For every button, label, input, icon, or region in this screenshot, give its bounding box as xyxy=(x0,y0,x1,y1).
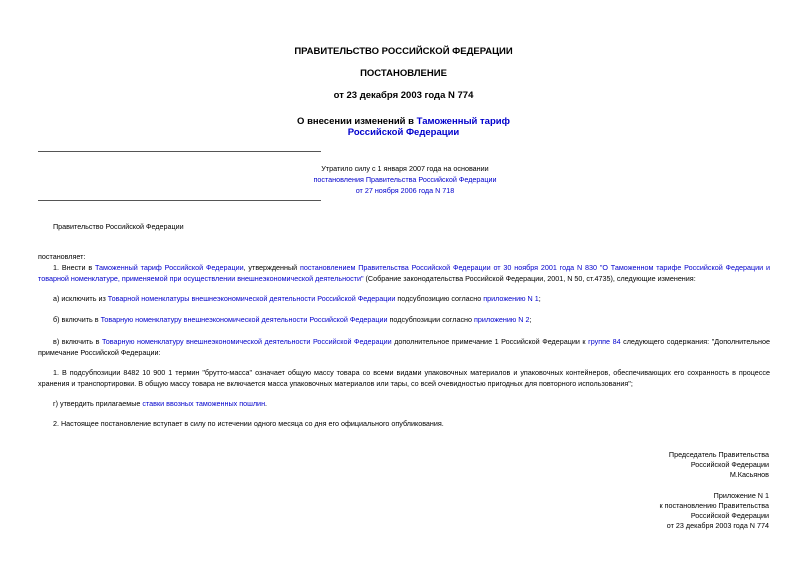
repeal-note-link-2[interactable]: от 27 ноября 2006 года N 718 xyxy=(355,186,455,195)
divider-bottom xyxy=(38,200,321,201)
title-prefix: О внесении изменений в xyxy=(297,116,417,127)
p1-text-a: 1. Внести в xyxy=(53,263,95,272)
pb-text-c: ; xyxy=(529,315,532,324)
paragraph-v xyxy=(38,336,770,358)
doc-title xyxy=(0,116,807,138)
header-doc-type: ПОСТАНОВЛЕНИЕ xyxy=(360,68,447,79)
pg-text-a: г) утвердить прилагаемые xyxy=(53,399,143,408)
pv-text-b: дополнительное примечание 1 Российской Федерации к xyxy=(391,337,589,346)
pg-link-rates[interactable]: ставки ввозных таможенных пошлин xyxy=(142,399,266,408)
pb-text-b: подсубпозиции согласно xyxy=(387,315,475,324)
pb-link-nomenclature[interactable]: Товарную номенклатуру внешнеэкономической деятельности Российской Федерации xyxy=(100,315,388,324)
pv-link-nomenclature[interactable]: Товарную номенклатуру внешнеэкономической деятельности Российской Федерации xyxy=(101,337,392,346)
pb-link-appendix-2[interactable]: приложению N 2 xyxy=(474,315,530,324)
paragraph-2: 2. Настоящее постановление вступает в силу по истечении одного месяца со дня его официального опубликования. xyxy=(53,419,444,428)
p1-text-b: , утвержденный xyxy=(243,263,301,272)
paragraph-g xyxy=(38,398,770,409)
appendix-line-2: к постановлению Правительства xyxy=(659,501,769,510)
appendix-block xyxy=(560,491,769,531)
pa-link-nomenclature[interactable]: Товарной номенклатуры внешнеэкономической деятельности Российской Федерации xyxy=(107,294,396,303)
pv-link-group-84[interactable]: группе 84 xyxy=(588,337,621,346)
p1-link-decree[interactable]: постановлением Правительства Российской Федерации от 30 ноября 2001 года N 830 "О Таможенном тарифе Российской Федерации и товарной номенклатуре, применяемой при осуществлении внешнеэкономической деятельности" xyxy=(38,263,771,283)
decrees: постановляет: xyxy=(38,252,86,261)
pa-link-appendix-1[interactable]: приложению N 1 xyxy=(483,294,539,303)
repeal-note-text: Утратило силу с 1 января 2007 года на основании xyxy=(321,164,489,173)
signature-line-2: Российской Федерации xyxy=(690,460,769,469)
appendix-line-4: от 23 декабря 2003 года N 774 xyxy=(666,521,769,530)
paragraph-b xyxy=(38,314,770,325)
pv-text-a: в) включить в xyxy=(53,337,102,346)
signature-block xyxy=(560,450,769,480)
appendix-line-3: Российской Федерации xyxy=(690,511,769,520)
pv-text-c: следующего содержания: "Дополнительное примечание Российской Федерации: xyxy=(38,337,770,357)
header-date: от 23 декабря 2003 года N 774 xyxy=(333,90,474,101)
title-link-rf[interactable]: Российской Федерации xyxy=(347,127,460,138)
signature-name: М.Касьянов xyxy=(729,470,769,479)
divider-top xyxy=(38,151,321,152)
pa-text-b: подсубпозицию согласно xyxy=(395,294,484,303)
pg-text-c: . xyxy=(265,399,268,408)
pb-text-a: б) включить в xyxy=(53,315,101,324)
header-government: ПРАВИТЕЛЬСТВО РОССИЙСКОЙ ФЕДЕРАЦИИ xyxy=(294,46,513,57)
paragraph-inner: 1. В подсубпозиции 8482 10 900 1 термин "брутто-масса" означает общую массу товара со всеми видами упаковочных материалов и упаковочных контейнеров, обеспечивающих его сохранность в процессе хранения и транспортировки. В общую массу товара не включается масса упаковочных материалов или тары, со всей очевидностью пригодных для повторного использования"; xyxy=(38,368,770,388)
repeal-note xyxy=(305,163,505,196)
appendix-line-1: Приложение N 1 xyxy=(713,491,769,500)
p1-link-tariff[interactable]: Таможенный тариф Российской Федерации xyxy=(94,263,244,272)
title-link-tariff[interactable]: Таможенный тариф xyxy=(416,116,510,127)
p1-text-c: (Собрание законодательства Российской Федерации, 2001, N 50, ст.4735), следующие изменения: xyxy=(363,274,696,283)
signature-line-1: Председатель Правительства xyxy=(668,450,769,459)
paragraph-a xyxy=(38,293,770,304)
gov-rf: Правительство Российской Федерации xyxy=(53,222,184,231)
paragraph-1 xyxy=(38,262,770,284)
repeal-note-link-1[interactable]: постановления Правительства Российской Федерации xyxy=(313,175,497,184)
pa-text-c: ; xyxy=(538,294,541,303)
pa-text-a: а) исключить из xyxy=(53,294,108,303)
